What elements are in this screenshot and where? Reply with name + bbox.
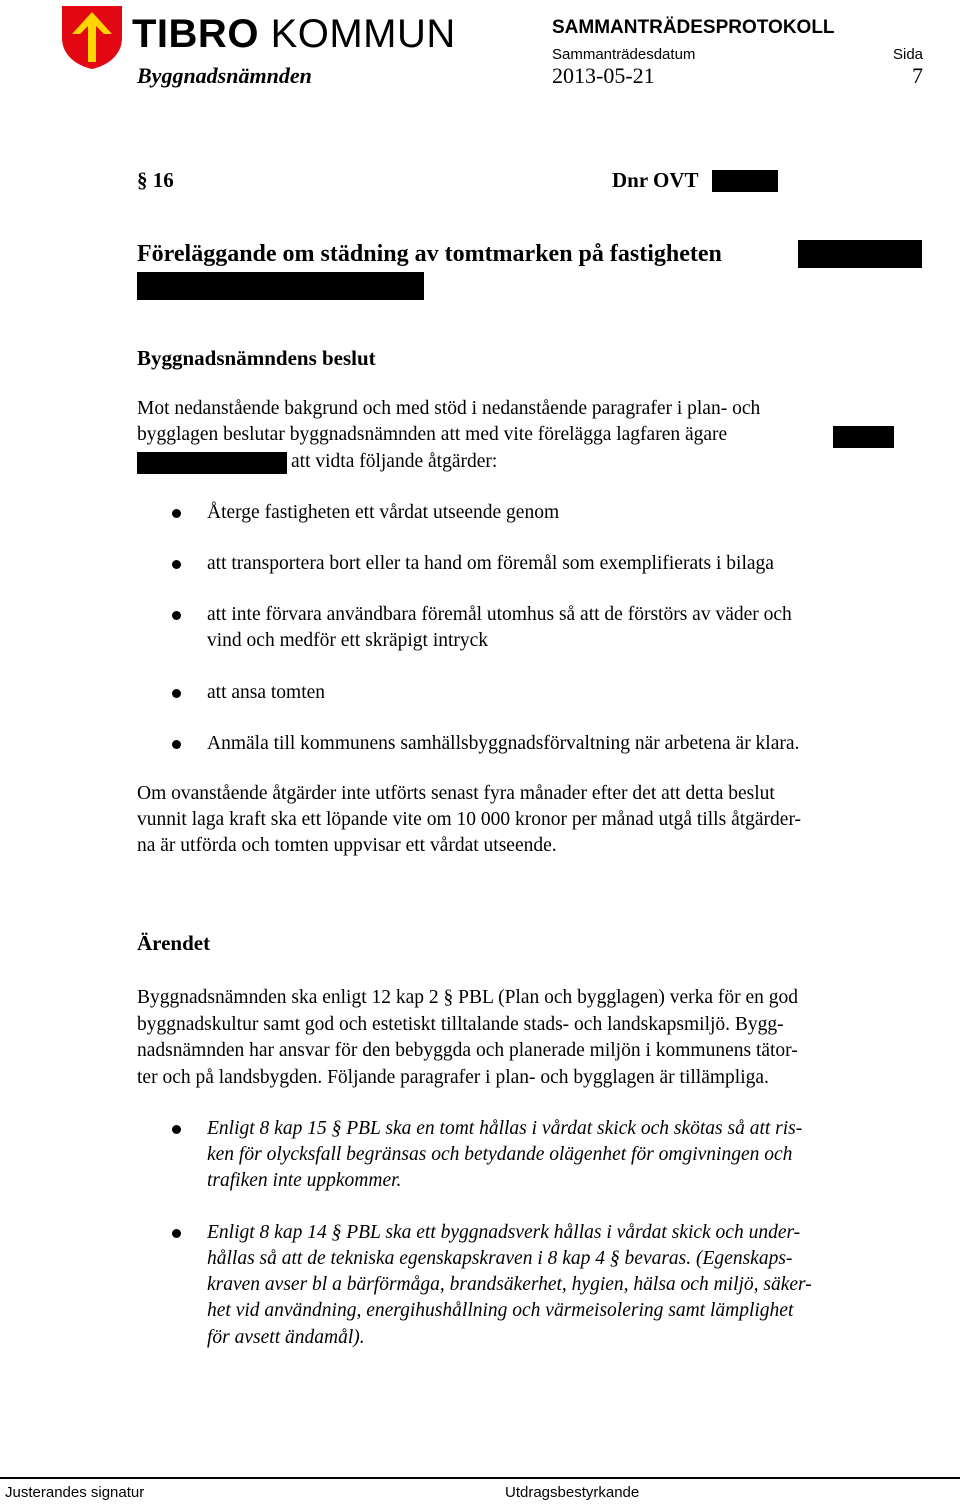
diary-number-label: Dnr OVT (612, 168, 699, 192)
case-bullet-line: ken för olycksfall begränsas och betydande olägenhet för omgivningen och (207, 1144, 793, 1165)
decision-bullet-line: att inte förvara användbara föremål utomhus så att de förstörs av väder och (207, 604, 792, 625)
committee-name: Byggnadsnämnden (137, 63, 312, 88)
decision-bullet-line: att transportera bort eller ta hand om föremål som exemplifierats i bilaga (207, 553, 774, 574)
decision-bullet-line: Återge fastigheten ett vårdat utseende genom (207, 502, 560, 523)
footer-divider (0, 1477, 960, 1479)
redaction-owner-name-1 (833, 426, 894, 448)
meeting-date: 2013-05-21 (552, 63, 655, 88)
case-line: nadsnämnden har ansvar för den bebyggda och planerade miljön i kommunens tätor- (137, 1040, 798, 1061)
document-type: SAMMANTRÄDESPROTOKOLL (552, 17, 835, 38)
decision-bullet-line: Anmäla till kommunens samhällsbyggnadsförvaltning när arbetena är klara. (207, 733, 800, 754)
case-bullet-line: kraven avser bl a bärförmåga, brandsäkerhet, hygien, hälsa och miljö, säker- (207, 1274, 812, 1295)
tibro-coat-of-arms-icon (60, 4, 124, 70)
bullet-icon (172, 1125, 181, 1134)
case-bullet-line: trafiken inte uppkommer. (207, 1170, 402, 1191)
redaction-diary-number (712, 170, 778, 192)
bullet-icon (172, 689, 181, 698)
case-line: Byggnadsnämnden ska enligt 12 kap 2 § PBL (Plan och bygglagen) verka för en god (137, 987, 799, 1008)
penalty-line: na är utförda och tomten uppvisar ett vårdat utseende. (137, 835, 557, 856)
decision-intro-line: bygglagen beslutar byggnadsnämnden att med vite förelägga lagfaren ägare (137, 424, 728, 445)
bullet-icon (172, 560, 181, 569)
decision-heading: Byggnadsnämndens beslut (137, 346, 376, 370)
penalty-line: Om ovanstående åtgärder inte utförts senast fyra månader efter det att detta beslut (137, 783, 775, 804)
signature-label: Justerandes signatur (5, 1484, 145, 1501)
section-title: Föreläggande om städning av tomtmarken på fastigheten (137, 241, 722, 267)
brand-strong: TIBRO (132, 12, 259, 56)
case-line: byggnadskultur samt god och estetiskt tilltalande stads- och landskapsmiljö. Bygg- (137, 1014, 784, 1035)
page-number: 7 (912, 63, 923, 88)
paragraph-number: § 16 (137, 168, 174, 192)
case-line: ter och på landsbygden. Följande paragrafer i plan- och bygglagen är tillämpliga. (137, 1067, 769, 1088)
penalty-line: vunnit laga kraft ska ett löpande vite om 10 000 kronor per månad utgå tills åtgärder- (137, 809, 802, 830)
bullet-icon (172, 1229, 181, 1238)
certification-label: Utdragsbestyrkande (505, 1484, 640, 1501)
case-bullet-line: hållas så att de tekniska egenskapskraven i 8 kap 4 § bevaras. (Egenskaps- (207, 1248, 793, 1269)
bullet-icon (172, 611, 181, 620)
case-bullet-line: Enligt 8 kap 15 § PBL ska en tomt hållas i vårdat skick och skötas så att ris- (207, 1118, 803, 1139)
decision-intro-line: Mot nedanstående bakgrund och med stöd i nedanstående paragrafer i plan- och (137, 398, 761, 419)
brand-light: KOMMUN (270, 12, 456, 56)
case-heading: Ärendet (137, 931, 211, 955)
decision-bullet-line: att ansa tomten (207, 682, 326, 703)
case-bullet-line: het vid användning, energihushållning och värmeisolering samt lämplighet (207, 1300, 794, 1321)
meeting-date-label: Sammanträdesdatum (552, 46, 696, 63)
case-bullet-line: Enligt 8 kap 14 § PBL ska ett byggnadsverk hållas i vårdat skick och under- (207, 1222, 801, 1243)
redaction-property-name-2 (137, 272, 424, 300)
redaction-property-name-1 (798, 240, 922, 268)
bullet-icon (172, 509, 181, 518)
decision-bullet-line: vind och medför ett skräpigt intryck (207, 630, 489, 651)
page-label: Sida (893, 46, 924, 63)
decision-intro-line: att vidta följande åtgärder: (291, 451, 498, 472)
redaction-owner-name-2 (137, 452, 287, 474)
case-bullet-line: för avsett ändamål). (207, 1327, 365, 1348)
brand-name (132, 12, 456, 57)
bullet-icon (172, 740, 181, 749)
